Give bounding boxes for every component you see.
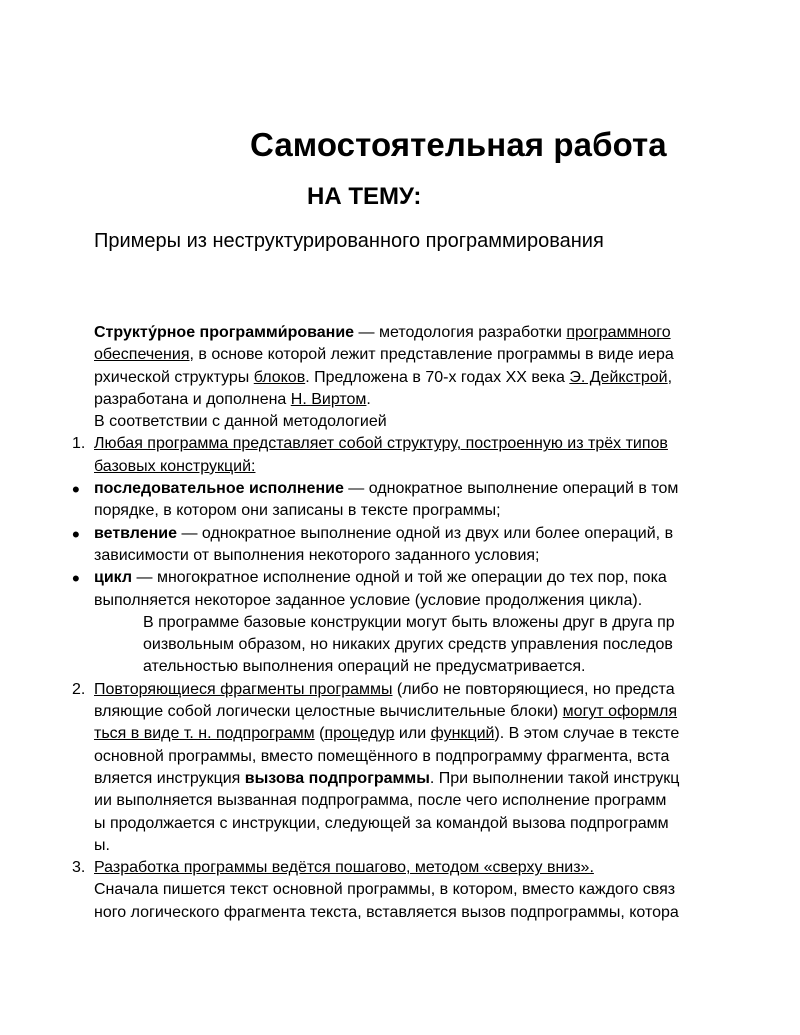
list-item-2-line-2	[94, 701, 714, 723]
bullet-term: ветвление	[94, 524, 178, 542]
item-text: или	[394, 725, 431, 743]
list-item-3	[72, 857, 714, 879]
bullet-item-branch	[72, 521, 714, 547]
item-text: вляется инструкция	[94, 769, 245, 787]
link-blocks[interactable]: блоков	[253, 368, 306, 386]
bullet-icon: •	[72, 566, 80, 592]
list-item-1	[72, 433, 714, 455]
link-software[interactable]: программного	[566, 324, 671, 341]
link-basic-structures-cont[interactable]: базовых конструкций:	[94, 457, 256, 475]
intro-text: , в основе которой лежит представление программы в виде иера	[189, 346, 674, 364]
intro-line-3	[94, 367, 714, 389]
intro-text: — методология разработки	[354, 324, 567, 341]
bullet-item-branch-cont: зависимости от выполнения некоторого заданного условия;	[94, 546, 540, 564]
link-top-down[interactable]: Разработка программы ведётся пошагово, методом «сверху вниз».	[94, 859, 594, 877]
bullet-term: цикл	[94, 569, 133, 587]
bullet-item-sequence	[72, 477, 714, 503]
list-item-3-line-3: ного логического фрагмента текста, вставляется вызов подпрограммы, котора	[94, 903, 679, 921]
bold-subprogram-call: вызова подпрограммы	[244, 769, 430, 787]
list-item-2	[72, 679, 714, 701]
document-title: Самостоятельная работа	[250, 126, 667, 163]
item-text: (либо не повторяющиеся, но предста	[392, 680, 675, 698]
bullet-text: — многократное исполнение одной и той же операции до тех пор, пока	[132, 569, 667, 587]
list-item-2-line-4: основной программы, вместо помещённого в подпрограмму фрагмента, вста	[94, 747, 670, 765]
document-body	[72, 322, 714, 924]
nesting-note-line-2: оизвольным образом, но никаких других средств управления последов	[143, 636, 673, 654]
item-text: ). В этом случае в тексте	[494, 725, 680, 743]
link-procedures[interactable]: процедур	[324, 725, 395, 743]
link-dijkstra[interactable]: Э. Дейкстрой	[569, 368, 668, 386]
list-item-3-line-2: Сначала пишется текст основной программы, в котором, вместо каждого связ	[94, 881, 676, 899]
list-number-2: 2.	[72, 680, 86, 698]
item-text: вляющие собой логически целостные вычислительные блоки)	[94, 703, 563, 721]
bullet-icon: •	[72, 477, 80, 503]
link-subprograms-cont[interactable]: ться в виде т. н. подпрограмм	[94, 725, 315, 743]
link-basic-structures[interactable]: Любая программа представляет собой структуру, построенную из трёх типов	[94, 435, 668, 453]
list-item-2-line-7: ы продолжается с инструкции, следующей за командой вызова подпрограмм	[94, 814, 669, 832]
intro-text: ,	[667, 368, 673, 386]
link-repeating-fragments[interactable]: Повторяющиеся фрагменты программы	[94, 680, 393, 698]
document-subtitle: НА ТЕМУ:	[307, 183, 422, 210]
link-subprograms[interactable]: могут оформля	[562, 703, 678, 721]
list-item-2-line-5	[94, 768, 714, 790]
methodology-line: В соответствии с данной методологией	[94, 413, 387, 431]
bullet-item-loop-cont: выполняется некоторое заданное условие (условие продолжения цикла).	[94, 591, 643, 609]
bullet-icon: •	[72, 521, 80, 547]
link-functions[interactable]: функций	[430, 725, 495, 743]
nesting-note-line-3: ательностью выполнения операций не предусматривается.	[143, 658, 586, 676]
link-software-cont[interactable]: обеспечения	[94, 346, 190, 364]
bullet-term: последовательное исполнение	[94, 480, 344, 498]
item-text: (	[314, 725, 325, 743]
list-item-1-cont	[94, 456, 714, 478]
list-number-3: 3.	[72, 859, 86, 877]
intro-line-1	[94, 322, 714, 344]
bullet-text: — однократное выполнение операций в том	[343, 480, 679, 498]
intro-text: .	[366, 390, 371, 408]
link-wirth[interactable]: Н. Виртом	[290, 390, 367, 408]
list-item-2-line-6: ии выполняется вызванная подпрограмма, после чего исполнение программ	[94, 792, 667, 810]
intro-term: Структу́рное программи́рование	[94, 324, 355, 341]
intro-line-4	[94, 389, 714, 411]
intro-line-2	[94, 344, 714, 366]
intro-text: . Предложена в 70-х годах XX века	[305, 368, 570, 386]
intro-text: рхической структуры	[94, 368, 254, 386]
list-number-1: 1.	[72, 435, 86, 453]
intro-text: разработана и дополнена	[94, 390, 291, 408]
item-text: . При выполнении такой инструкц	[429, 769, 680, 787]
list-item-2-line-8: ы.	[94, 836, 110, 854]
bullet-text: — однократное выполнение одной из двух или более операций, в	[177, 524, 674, 542]
nesting-note-line-1: В программе базовые конструкции могут быть вложены друг в друга пр	[143, 613, 675, 631]
bullet-item-loop	[72, 566, 714, 592]
list-item-2-line-3	[94, 723, 714, 745]
document-topic: Примеры из неструктурированного программирования	[94, 230, 604, 252]
bullet-item-sequence-cont: порядке, в котором они записаны в тексте программы;	[94, 502, 501, 520]
